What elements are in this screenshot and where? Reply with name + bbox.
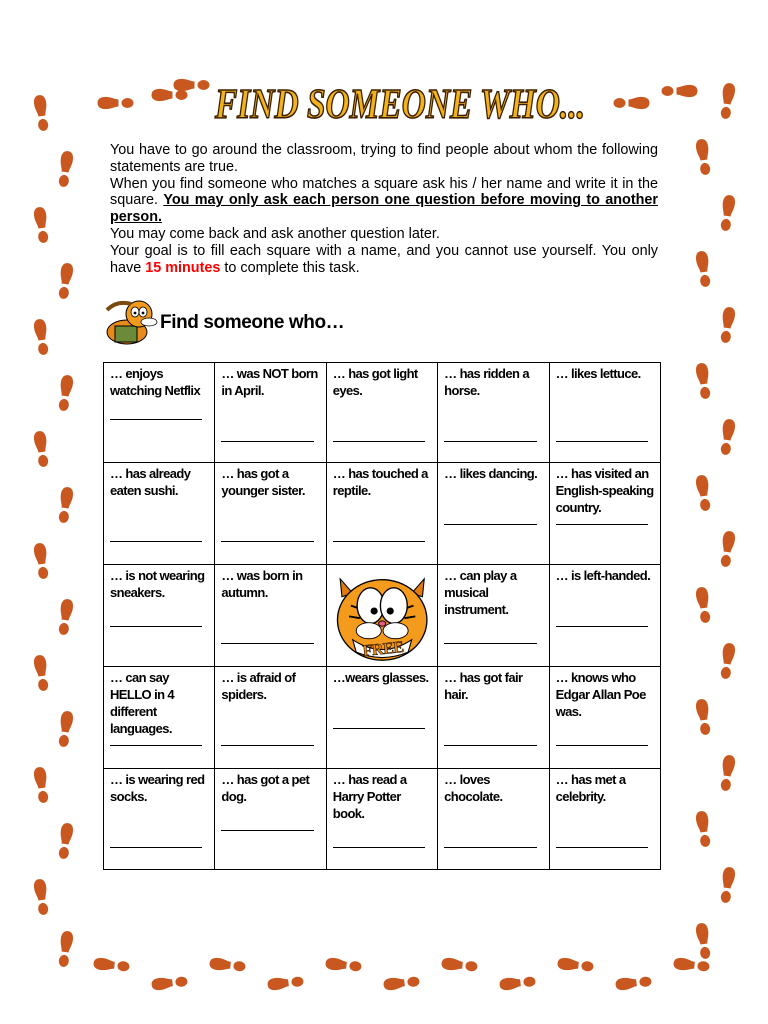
- footprint-icon: [717, 529, 737, 569]
- instructions: [110, 142, 658, 276]
- footprint-icon: [55, 929, 75, 969]
- footprint-icon: [55, 709, 75, 749]
- grid-cell: [549, 363, 660, 463]
- footprint-icon: [693, 585, 713, 625]
- footprint-icon: [31, 205, 51, 245]
- grid-row: [104, 363, 661, 463]
- footprint-icon: [717, 81, 737, 121]
- footprint-icon: [693, 809, 713, 849]
- footprint-icon: [55, 149, 75, 189]
- footprint-icon: [31, 317, 51, 357]
- name-answer-line[interactable]: [444, 524, 536, 525]
- footprint-icon: [717, 865, 737, 905]
- garfield-face-icon: [333, 567, 431, 664]
- footprint-icon: [266, 974, 305, 993]
- footprint-icon: [92, 956, 131, 975]
- footprint-icon: [693, 361, 713, 401]
- name-answer-line[interactable]: [110, 541, 202, 542]
- section-heading-text: Find someone who…: [160, 312, 345, 333]
- footprint-icon: [55, 373, 75, 413]
- footprint-icon: [440, 956, 479, 975]
- footprint-icon: [613, 96, 651, 111]
- footprint-icon: [717, 417, 737, 457]
- footprint-icon: [498, 974, 537, 993]
- grid-cell: [438, 363, 549, 463]
- grid-cell: [438, 769, 549, 870]
- footprint-icon: [150, 974, 189, 993]
- grid-cell: [326, 769, 437, 870]
- name-answer-line[interactable]: [556, 524, 648, 525]
- grid-cell: [215, 769, 326, 870]
- grid-row: [104, 769, 661, 870]
- footprint-icon: [693, 921, 713, 961]
- name-answer-line[interactable]: [333, 728, 425, 729]
- footprint-icon: [55, 597, 75, 637]
- grid-cell: [326, 463, 437, 565]
- grid-row: [104, 565, 661, 667]
- footprint-icon: [693, 137, 713, 177]
- grid-cell: [438, 667, 549, 769]
- footprint-icon: [614, 974, 653, 993]
- name-answer-line[interactable]: [444, 643, 536, 644]
- instruction-2: When you find someone who matches a square ask his / her name and write it in the square. You may only ask each person one question before moving to another person.: [110, 175, 659, 226]
- name-answer-line[interactable]: [444, 441, 536, 442]
- section-heading: [97, 296, 437, 348]
- footprint-icon: [717, 305, 737, 345]
- footprint-icon: [55, 821, 75, 861]
- name-answer-line[interactable]: [556, 441, 648, 442]
- footprint-icon: [717, 753, 737, 793]
- name-answer-line[interactable]: [110, 847, 202, 848]
- cell-statement: … likes dancing.: [444, 466, 538, 481]
- footprint-icon: [55, 261, 75, 301]
- name-answer-line[interactable]: [221, 643, 313, 644]
- grid-row: [104, 463, 661, 565]
- cell-statement: … has read a Harry Potter book.: [332, 772, 407, 821]
- footprint-icon: [693, 249, 713, 289]
- cell-statement: … enjoys watching Netflix: [110, 366, 201, 398]
- cell-statement: … is not wearing sneakers.: [110, 568, 205, 600]
- cell-statement: … can play a musical instrument.: [444, 568, 517, 617]
- footprint-icon: [382, 974, 421, 993]
- grid-cell: [215, 667, 326, 769]
- name-answer-line[interactable]: [221, 541, 313, 542]
- cell-statement: … is left-handed.: [555, 568, 651, 583]
- footprint-icon: [31, 541, 51, 581]
- grid-cell: [438, 565, 549, 667]
- cell-statement: … was NOT born in April.: [221, 366, 318, 398]
- grid-cell: [438, 463, 549, 565]
- free-square: [326, 565, 437, 667]
- name-answer-line[interactable]: [333, 847, 425, 848]
- cell-statement: … can say HELLO in 4 different languages.: [110, 670, 175, 736]
- grid-cell: [549, 565, 660, 667]
- garfield-cat-icon: [97, 296, 159, 346]
- grid-cell: [549, 667, 660, 769]
- grid-row: [104, 667, 661, 769]
- name-answer-line[interactable]: [110, 626, 202, 627]
- footprint-icon: [672, 956, 711, 975]
- free-label: FREE: [361, 638, 404, 661]
- cell-statement: … loves chocolate.: [444, 772, 503, 804]
- cell-statement: … has visited an English-speaking country.: [555, 466, 654, 515]
- footprint-icon: [31, 653, 51, 693]
- name-answer-line[interactable]: [221, 745, 313, 746]
- cell-statement: … has got a younger sister.: [221, 466, 305, 498]
- footprint-icon: [717, 641, 737, 681]
- grid-cell: [104, 667, 215, 769]
- name-answer-line[interactable]: [556, 847, 648, 848]
- grid-cell: [104, 769, 215, 870]
- name-answer-line[interactable]: [333, 441, 425, 442]
- cell-statement: … has touched a reptile.: [332, 466, 428, 498]
- grid-cell: [549, 463, 660, 565]
- footprint-icon: [693, 473, 713, 513]
- instruction-4: Your goal is to fill each square with a name, and you cannot use yourself. You only have 15 minutes to complete this task.: [110, 242, 658, 276]
- grid-cell: [104, 463, 215, 565]
- name-answer-line[interactable]: [444, 745, 536, 746]
- footprint-icon: [324, 956, 363, 975]
- cell-statement: … likes lettuce.: [555, 366, 641, 381]
- footprint-icon: [661, 84, 699, 99]
- footprint-icon: [31, 765, 51, 805]
- cell-statement: … has got a pet dog.: [221, 772, 310, 804]
- grid-cell: [326, 363, 437, 463]
- instruction-1: You have to go around the classroom, trying to find people about whom the following statements are true.: [110, 142, 658, 175]
- grid-cell: [215, 463, 326, 565]
- name-answer-line[interactable]: [556, 626, 648, 627]
- name-answer-line[interactable]: [556, 745, 648, 746]
- grid-cell: [104, 565, 215, 667]
- name-answer-line[interactable]: [110, 419, 202, 420]
- footprint-icon: [208, 956, 247, 975]
- cell-statement: … was born in autumn.: [221, 568, 303, 600]
- cell-statement: … is wearing red socks.: [110, 772, 205, 804]
- footprint-icon: [693, 697, 713, 737]
- worksheet-title: [212, 80, 588, 126]
- grid-cell: [215, 565, 326, 667]
- cell-statement: … has got light eyes.: [332, 366, 418, 398]
- cell-statement: … has met a celebrity.: [555, 772, 626, 804]
- cell-statement: …wears glasses.: [332, 670, 429, 685]
- footprint-icon: [31, 93, 51, 133]
- bingo-grid: [103, 362, 661, 870]
- footprint-icon: [31, 877, 51, 917]
- name-answer-line[interactable]: [221, 830, 313, 831]
- cell-statement: … has got fair hair.: [444, 670, 523, 702]
- grid-cell: [215, 363, 326, 463]
- cell-statement: … has ridden a horse.: [444, 366, 529, 398]
- footprint-icon: [173, 78, 211, 93]
- name-answer-line[interactable]: [333, 541, 425, 542]
- grid-cell: [549, 769, 660, 870]
- footprint-icon: [556, 956, 595, 975]
- rule-emphasis: You may only ask each person one question before moving to another person.: [110, 192, 659, 226]
- footprint-icon: [717, 193, 737, 233]
- name-answer-line[interactable]: [221, 441, 313, 442]
- cell-statement: … knows who Edgar Allan Poe was.: [555, 670, 646, 719]
- footprint-icon: [31, 429, 51, 469]
- footprint-icon: [97, 96, 135, 111]
- cell-statement: … is afraid of spiders.: [221, 670, 296, 702]
- instruction-3: You may come back and ask another question later.: [110, 225, 440, 242]
- footprint-icon: [55, 485, 75, 525]
- time-limit: 15 minutes: [145, 259, 221, 276]
- grid-cell: [326, 667, 437, 769]
- name-answer-line[interactable]: [110, 745, 202, 746]
- cell-statement: … has already eaten sushi.: [110, 466, 191, 498]
- grid-cell: [104, 363, 215, 463]
- name-answer-line[interactable]: [444, 847, 536, 848]
- svg-text:FIND SOMEONE WHO...: FIND SOMEONE WHO...: [214, 82, 585, 128]
